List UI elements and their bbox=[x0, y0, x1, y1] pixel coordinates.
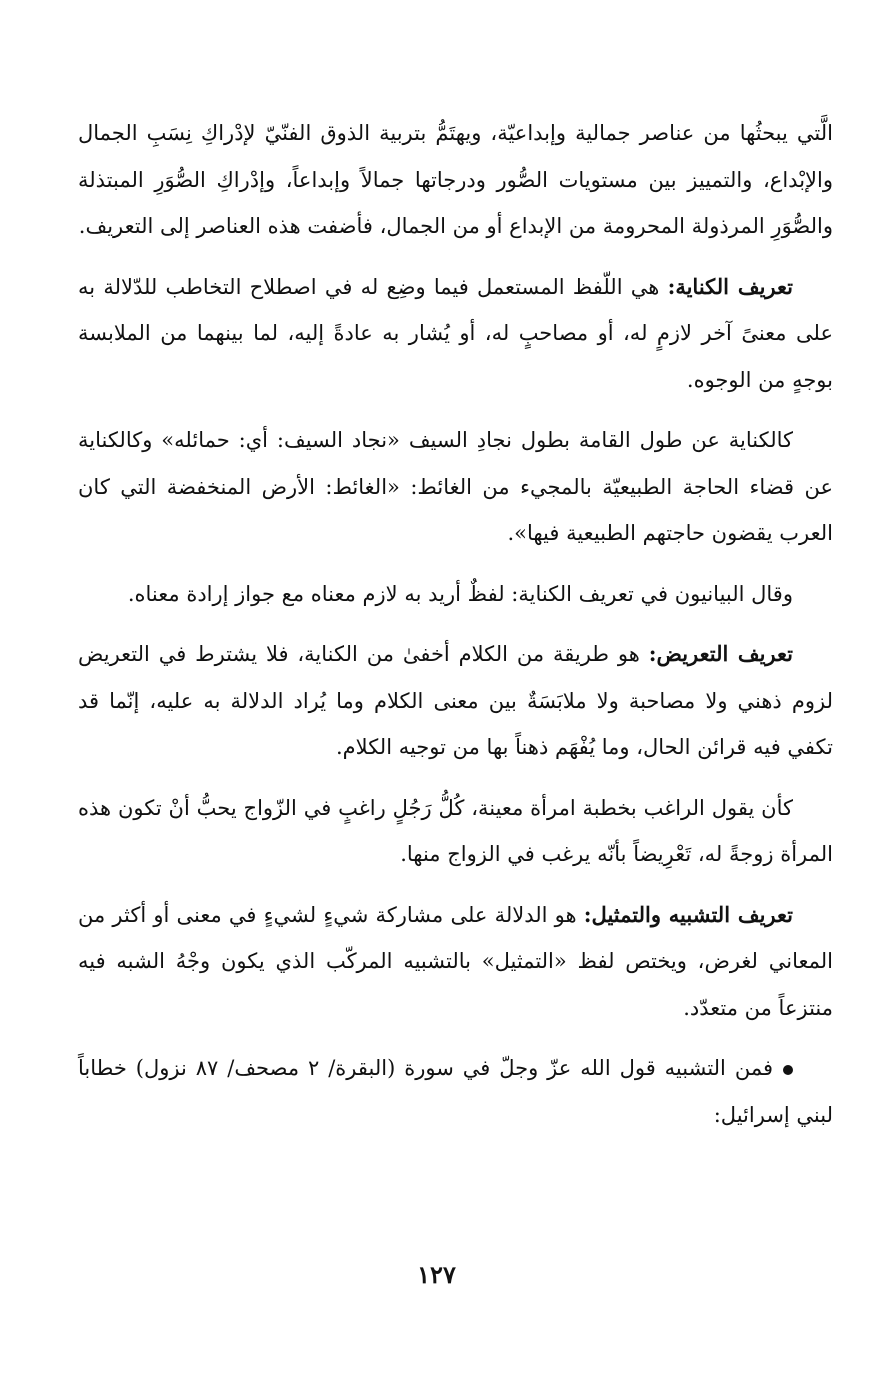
paragraph-tashbih-example bbox=[78, 1045, 833, 1138]
paragraph-text: فمن التشبيه قول الله عزّ وجلّ في سورة (البقرة/ ٢ مصحف/ ٨٧ نزول) خطاباً لبني إسرائيل: bbox=[78, 1056, 833, 1127]
paragraph-aesthetics bbox=[78, 110, 833, 250]
paragraph-text: هو طريقة من الكلام أخفىٰ من الكناية، فلا يشترط في التعريض لزوم ذهني ولا مصاحبة ولا ملابَسَةٌ بين معنى الكلام وما يُراد الدلالة به عليه، إنّما قد تكفي فيه قرائن الحال، وما يُفْهَم ذهناً بها من توجيه الكلام. bbox=[78, 642, 833, 759]
page-body bbox=[78, 110, 833, 1152]
paragraph-text: هو الدلالة على مشاركة شيءٍ لشيءٍ في معنى أو أكثر من المعاني لغرض، ويختص لفظ «التمثيل» بالتشبيه المركّب الذي يكون وجْهُ الشبه فيه منتزعاً من متعدّد. bbox=[78, 902, 833, 1020]
paragraph-text: هي اللّفظ المستعمل فيما وضِع له في اصطلاح التخاطب للدّلالة به على معنىً آخر لازمٍ له، أو مصاحبٍ له، أو يُشار به عادةً إليه، لما بينهما من الملابسة بوجهٍ من الوجوه. bbox=[78, 274, 833, 392]
paragraph-tarid-definition bbox=[78, 631, 833, 771]
paragraph-text: كالكناية عن طول القامة بطول نجادِ السيف «نجاد السيف: أي: حمائله» وكالكناية عن قضاء الحاجة الطبيعيّة بالمجيء من الغائط: «الغائط: الأرض المنخفضة التي كان العرب يقضون حاجتهم الطبيعية فيها». bbox=[78, 428, 833, 545]
term-kinaya: تعريف الكناية: bbox=[667, 273, 793, 299]
page-number: ١٢٧ bbox=[417, 1260, 456, 1289]
term-tarid: تعريف التعريض: bbox=[648, 641, 793, 666]
paragraph-kinaya-definition bbox=[78, 264, 833, 404]
paragraph-tarid-example bbox=[78, 785, 833, 878]
paragraph-text: وقال البيانيون في تعريف الكناية: لفظٌ أريد به لازم معناه مع جواز إرادة معناه. bbox=[127, 581, 793, 606]
bullet-dot-icon bbox=[783, 1065, 793, 1075]
paragraph-tashbih-definition bbox=[78, 892, 833, 1032]
term-tashbih: تعريف التشبيه والتمثيل: bbox=[583, 901, 793, 927]
paragraph-kinaya-examples bbox=[78, 417, 833, 557]
paragraph-text: كأن يقول الراغب بخطبة امرأة معينة، كُلُّ رَجُلٍ راغبٍ في الزّواج يحبُّ أنْ تكون هذه المرأة زوجةً له، تَعْرِيضاً بأنّه يرغب في الزواج منها. bbox=[78, 795, 833, 866]
paragraph-bayaniyyun bbox=[78, 571, 833, 618]
paragraph-text: الَّتي يبحثُها من عناصر جمالية وإبداعيّة، ويهتَمُّ بتربية الذوق الفنّيّ لإدْراكِ نِسَبِ الجمال والإبْداع، والتمييز بين مستويات الصُّور ودرجاتها جمالاً وإبداعاً، وإدْراكِ الصُّوَرِ المبتذلة والصُّوَرِ المرذولة المحرومة من الإبداع أو من الجمال، فأضفت هذه العناصر إلى التعريف. bbox=[78, 121, 833, 238]
